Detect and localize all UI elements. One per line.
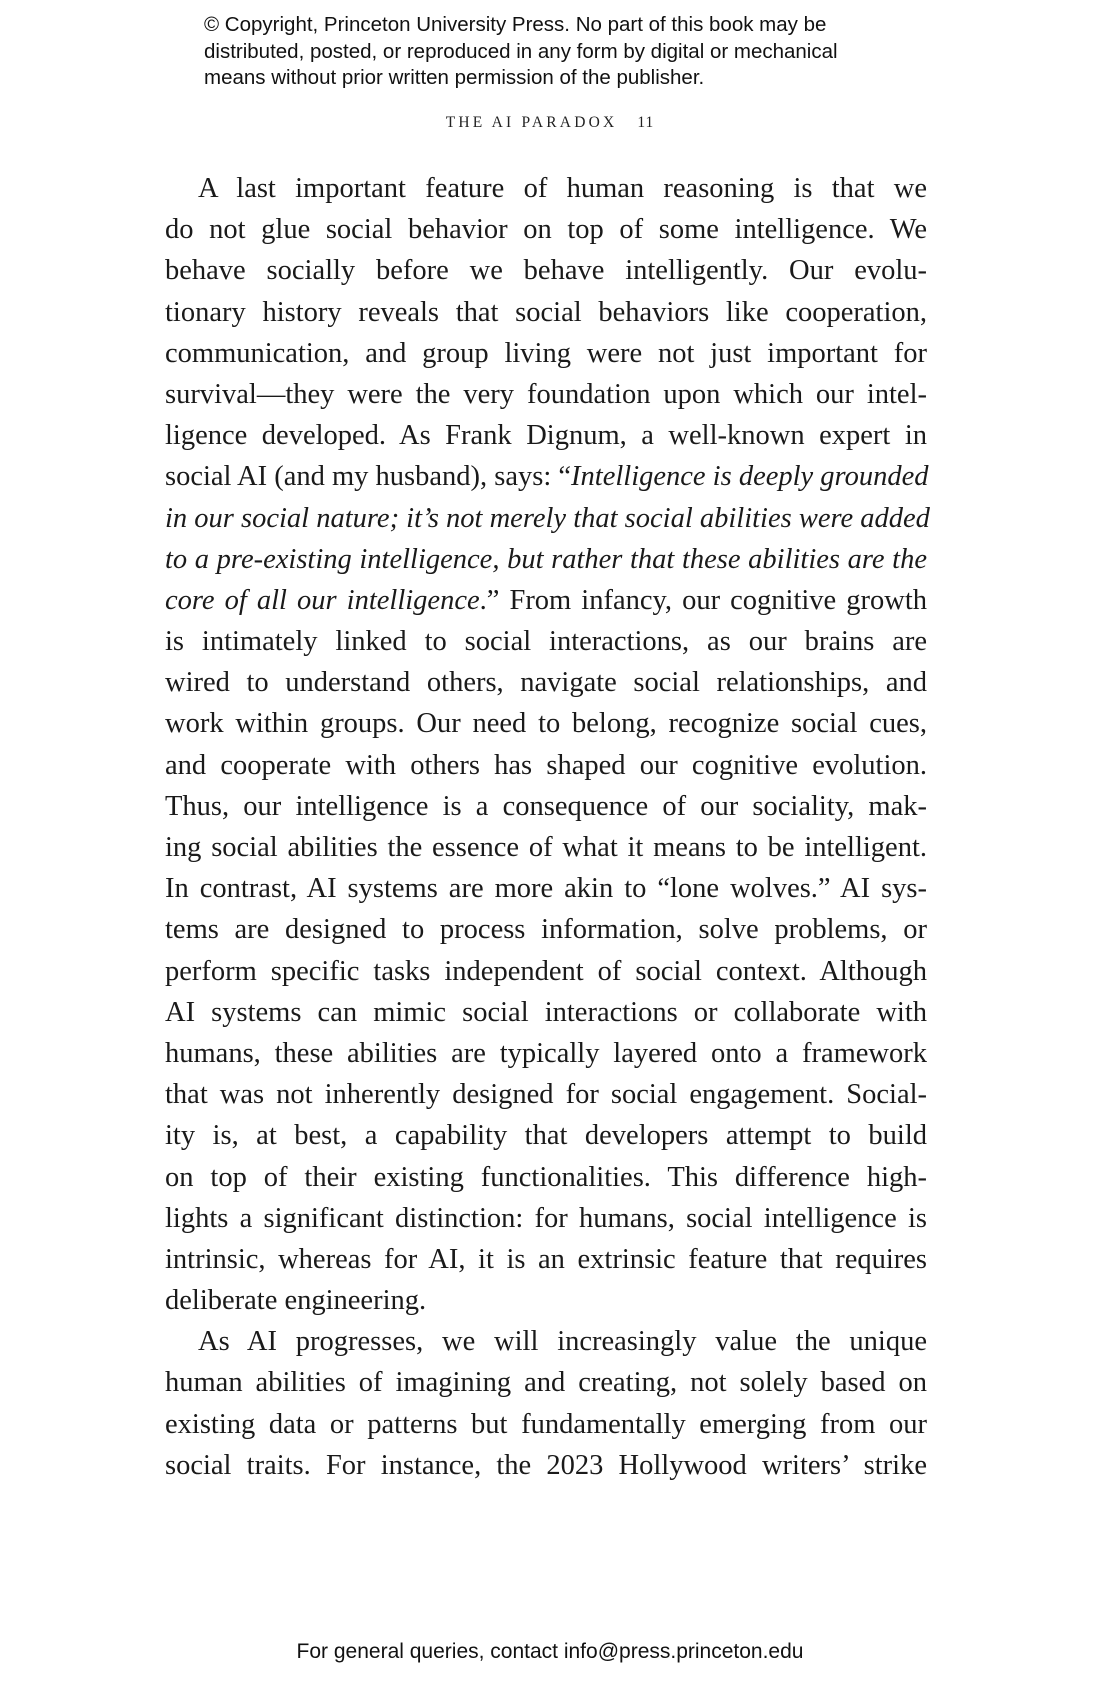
text-line: social traits. For instance, the 2023 Hollywood writers’ strike bbox=[165, 1449, 927, 1481]
footer-contact: For general queries, contact info@press.princeton.edu bbox=[296, 1640, 804, 1663]
copyright-line: means without prior written permission of the publisher. bbox=[204, 66, 705, 89]
text-line: Thus, our intelligence is a consequence of our sociality, mak- bbox=[165, 790, 927, 822]
quote-italic: in our social nature; it’s not merely that social abilities were added bbox=[165, 502, 930, 534]
quote-italic: to a pre-existing intelligence, but rather that these abilities are the bbox=[165, 543, 927, 575]
text-line: on top of their existing functionalities. This difference high- bbox=[165, 1161, 927, 1193]
text-line: lights a significant distinction: for humans, social intelligence is bbox=[165, 1202, 927, 1234]
text-line bbox=[165, 498, 930, 539]
text-line: existing data or patterns but fundamentally emerging from our bbox=[165, 1408, 927, 1440]
text-line: tionary history reveals that social behaviors like cooperation, bbox=[165, 296, 927, 328]
text-line bbox=[165, 456, 927, 497]
body-text bbox=[165, 168, 930, 1486]
text-line: behave socially before we behave intelligently. Our evolu- bbox=[165, 255, 927, 287]
quote-italic: Intelligence is deeply grounded bbox=[571, 461, 929, 493]
text-line: perform specific tasks independent of social context. Although bbox=[165, 955, 927, 987]
copyright-line: distributed, posted, or reproduced in any form by digital or mechanical bbox=[204, 39, 838, 63]
running-head-title: THE AI PARADOX bbox=[445, 114, 618, 131]
text-line bbox=[165, 580, 927, 621]
text-line: ity is, at best, a capability that developers attempt to build bbox=[165, 1120, 927, 1152]
text-line: human abilities of imagining and creating, not solely based on bbox=[165, 1367, 927, 1399]
text-line: that was not inherently designed for social engagement. Social- bbox=[165, 1079, 927, 1111]
text-line: survival—they were the very foundation upon which our intel- bbox=[165, 378, 927, 410]
text-line: ligence developed. As Frank Dignum, a well-known expert in bbox=[165, 420, 927, 452]
text-line: and cooperate with others has shaped our cognitive evolution. bbox=[165, 749, 927, 781]
text-line: As AI progresses, we will increasingly value the unique bbox=[198, 1326, 927, 1358]
text-line: ing social abilities the essence of what it means to be intelligent. bbox=[165, 832, 927, 863]
copyright-notice bbox=[204, 12, 964, 92]
running-head bbox=[0, 114, 1100, 132]
text-line: deliberate engineering. bbox=[165, 1285, 427, 1317]
copyright-line: © Copyright, Princeton University Press. No part of this book may be bbox=[204, 13, 827, 36]
text-segment: social AI (and my husband), says: “ bbox=[165, 461, 572, 493]
quote-italic: core of all our intelligence bbox=[165, 584, 480, 616]
text-line: is intimately linked to social interactions, as our brains are bbox=[165, 626, 927, 658]
text-line: wired to understand others, navigate social relationships, and bbox=[165, 667, 927, 699]
text-line: work within groups. Our need to belong, recognize social cues, bbox=[165, 708, 927, 740]
text-line: communication, and group living were not just important for bbox=[165, 337, 927, 369]
text-line: intrinsic, whereas for AI, it is an extrinsic feature that requires bbox=[165, 1243, 927, 1275]
text-line: humans, these abilities are typically layered onto a framework bbox=[165, 1037, 927, 1069]
text-line: tems are designed to process information, solve problems, or bbox=[165, 914, 927, 946]
text-line: do not glue social behavior on top of some intelligence. We bbox=[165, 214, 927, 246]
text-line: In contrast, AI systems are more akin to “lone wolves.” AI sys- bbox=[165, 873, 927, 905]
text-line: A last important feature of human reasoning is that we bbox=[198, 173, 927, 204]
page-number: 11 bbox=[637, 114, 655, 131]
text-segment: .” From infancy, our cognitive growth bbox=[479, 584, 927, 616]
text-line: AI systems can mimic social interactions or collaborate with bbox=[165, 996, 927, 1028]
text-line bbox=[165, 539, 927, 580]
